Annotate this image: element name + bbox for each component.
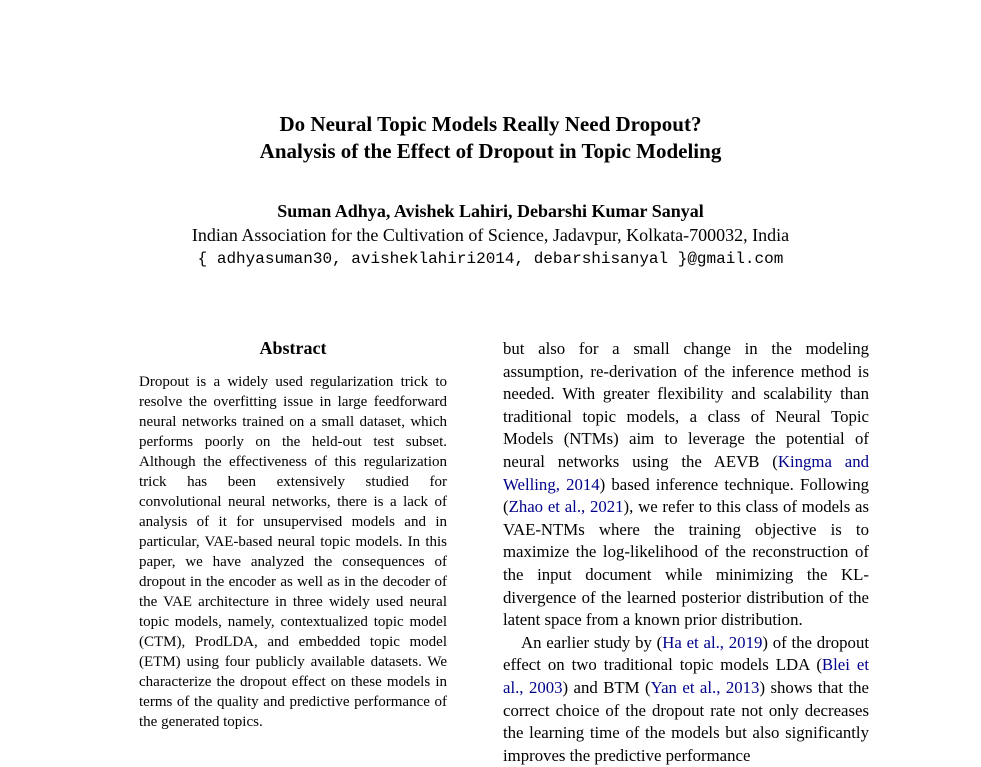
abstract-heading: Abstract (259, 338, 327, 358)
body-column-right (503, 338, 869, 767)
author-list: Suman Adhya, Avishek Lahiri, Debarshi Kumar Sanyal (277, 201, 704, 221)
abstract-text: Dropout is a widely used regularization trick to resolve the overfitting issue in large feedforward neural networks trained on a small dataset, which performs poorly on the held-out test subset. Although the effectiveness of this regularization trick has been extensively studied for convolutional neural networks, there is a lack of analysis of it for unsupervised models and in particular, VAE-based neural topic models. In this paper, we have analyzed the consequences of dropout in the encoder as well as in the decoder of the VAE architecture in three widely used neural topic models, namely, contextualized topic model (CTM), ProdLDA, and embedded topic model (ETM) using four publicly available datasets. We characterize the dropout effect on these models in terms of the quality and predictive performance of the generated topics. (139, 374, 447, 730)
body-paragraph-2 (503, 632, 869, 767)
body-text: but also for a small change in the modeling assumption, re-derivation of the inference method is needed. With greater flexibility and scalability than traditional topic models, a class of Neural Topic Models (NTMs) aim to leverage the potential of neural networks using the AEVB ( (503, 339, 869, 471)
author-emails: { adhyasuman30, avisheklahiri2014, debarshisanyal }@gmail.com (197, 250, 784, 268)
citation-link-kingma[interactable]: Kingma and Welling, 2014 (503, 451, 869, 494)
citation-link-zhao[interactable]: Zhao et al., 2021 (508, 497, 624, 517)
affiliation: Indian Association for the Cultivation of Science, Jadavpur, Kolkata-700032, India (191, 225, 790, 245)
paper-title-line-1: Do Neural Topic Models Really Need Dropout? (279, 112, 702, 136)
body-paragraph-1 (503, 338, 869, 632)
body-text: An earlier study by ( (521, 632, 663, 652)
paper-title-line-2: Analysis of the Effect of Dropout in Topic Modeling (259, 139, 722, 163)
body-text: ) of the dropout effect on two traditional topic models LDA ( (503, 632, 869, 675)
body-text: ) and BTM ( (562, 677, 651, 697)
body-text: ) based inference technique. Following ( (503, 474, 870, 517)
body-text: ) shows that the correct choice of the dropout rate not only decreases the learning time of the models but also significantly improves the predictive performance (503, 677, 869, 765)
citation-link-ha[interactable]: Ha et al., 2019 (662, 632, 763, 652)
citation-link-yan[interactable]: Yan et al., 2013 (650, 677, 760, 697)
body-text: ), we refer to this class of models as VAE-NTMs where the training objective is to maximize the log-likelihood of the reconstruction of the input document while minimizing the KL-divergence of the learned posterior distribution of the latent space from a known prior distribution. (503, 497, 869, 630)
citation-link-blei[interactable]: Blei et al., 2003 (503, 655, 869, 697)
